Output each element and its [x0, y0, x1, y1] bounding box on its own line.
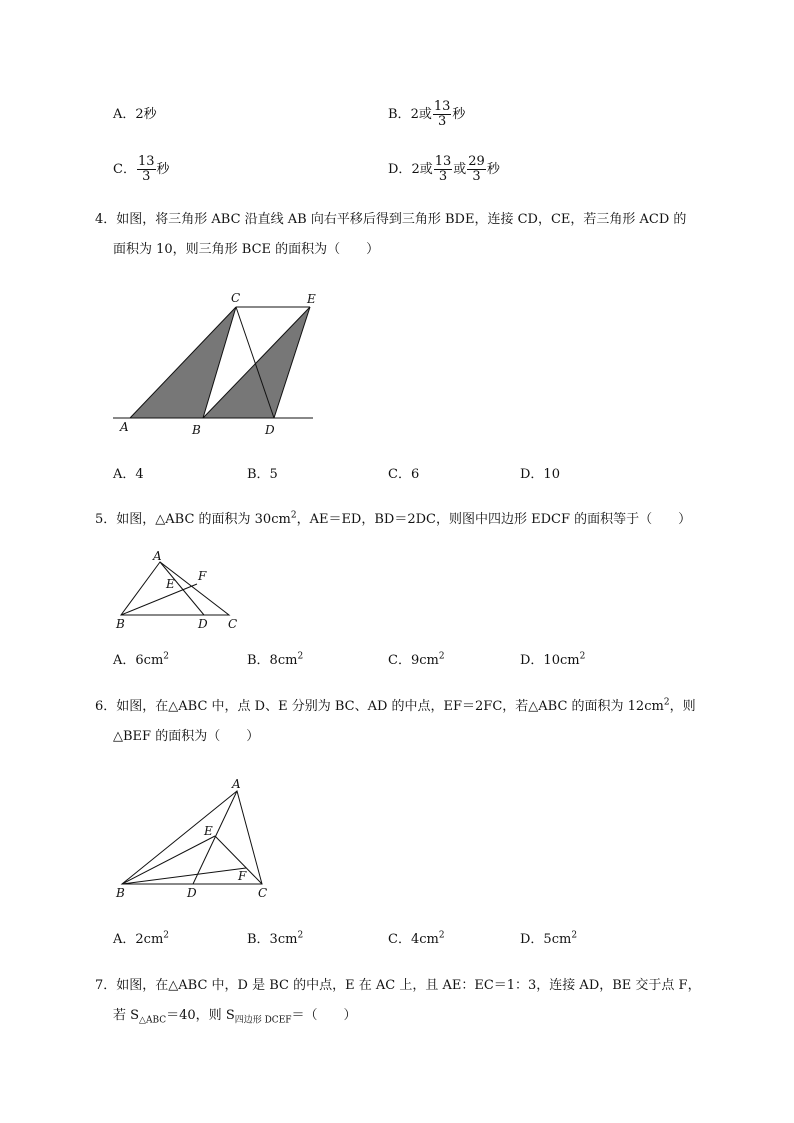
q5-option-b: B．$8cm^2$ — [247, 651, 304, 668]
q5-label-e: E — [166, 577, 175, 591]
q5-stem: 5．如图，△ABC 的面积为 $30cm^2$，AE＝ED，BD＝2DC，则图中四边形 EDCF 的面积等于（ ） — [95, 510, 692, 527]
q3-option-b: B．2或 $\frac{13}{3}$ 秒 — [388, 99, 466, 129]
q4-option-b: B．5 — [247, 467, 278, 482]
q5-option-a: A．$6cm^2$ — [113, 651, 170, 668]
q6-option-d: D．$5cm^2$ — [520, 930, 578, 947]
fraction: $\frac{13}{3}$ — [137, 154, 155, 184]
q6-label-b: B — [116, 886, 125, 900]
q6-segment-be — [122, 836, 215, 884]
q4-stem-line1: 4．如图，将三角形 ABC 沿直线 AB 向右平移后得到三角形 BDE，连接 CD，CE，若三角形 ACD 的 — [95, 212, 687, 227]
q3-option-c: C． $\frac{13}{3}$ 秒 — [113, 154, 170, 184]
q4-label-e: E — [307, 292, 316, 306]
q5-label-f: F — [198, 569, 207, 583]
q6-label-a: A — [232, 777, 241, 791]
q6-label-f: F — [238, 869, 247, 883]
q4-option-d: D．10 — [520, 467, 560, 482]
q6-label-c: C — [258, 886, 268, 900]
q4-stem-line2: 面积为 10，则三角形 BCE 的面积为（ ） — [113, 242, 380, 257]
q5-option-d: D．$10cm^2$ — [520, 651, 586, 668]
q6-label-e: E — [204, 824, 213, 838]
q3-option-d: D．2或 $\frac{13}{3}$ 或 $\frac{29}{3}$ 秒 — [388, 154, 500, 184]
q4-option-c: C．6 — [388, 467, 420, 482]
q5-label-a: A — [153, 549, 162, 563]
q6-option-b: B．$3cm^2$ — [247, 930, 304, 947]
fraction: $\frac{29}{3}$ — [468, 154, 485, 184]
q6-option-c: C．$4cm^2$ — [388, 930, 445, 947]
q6-segment-bf — [122, 868, 246, 884]
q4-label-d: D — [265, 423, 275, 437]
q6-label-d: D — [187, 886, 197, 900]
q5-label-c: C — [228, 617, 238, 631]
q6-option-a: A．$2cm^2$ — [113, 930, 170, 947]
q7-stem-line1: 7．如图，在△ABC 中，D 是 BC 的中点，E 在 AC 上，且 AE：EC＝1：3，连接 AD，BE 交于点 F， — [95, 978, 701, 993]
fraction: $\frac{13}{3}$ — [433, 99, 451, 129]
q6-stem-line1: 6．如图，在△ABC 中，点 D、E 分别为 BC、AD 的中点，EF＝2FC，若△ABC 的面积为 $12cm^2$，则 — [95, 697, 696, 714]
q7-stem-line2: 若 $S_{\triangle ABC}=40$，则 $S_{四边形 DCEF}=$（ ） — [113, 1008, 357, 1026]
q4-label-c: C — [231, 291, 241, 305]
q4-label-a: A — [120, 420, 129, 434]
q3-option-a: A．2秒 — [113, 107, 157, 122]
q6-stem-line2: △BEF 的面积为（ ） — [113, 729, 260, 744]
q5-label-b: B — [116, 617, 125, 631]
fraction: $\frac{13}{3}$ — [434, 154, 452, 184]
q5-label-d: D — [198, 617, 208, 631]
q4-option-a: A．4 — [113, 467, 144, 482]
q5-option-c: C．$9cm^2$ — [388, 651, 445, 668]
q4-label-b: B — [192, 423, 201, 437]
